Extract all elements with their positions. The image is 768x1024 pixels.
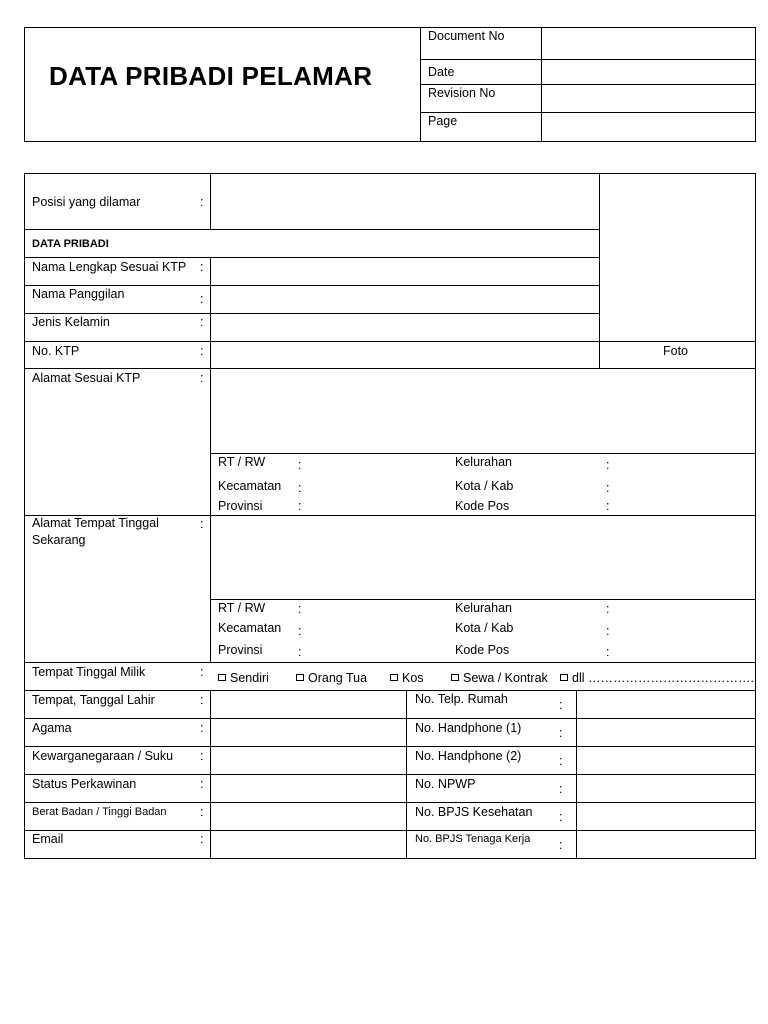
colon: :: [298, 624, 302, 638]
photo-label: Foto: [663, 344, 689, 358]
agama-field[interactable]: [211, 719, 406, 746]
rt-rw-label: RT / RW: [218, 601, 266, 615]
colon: :: [606, 458, 610, 472]
option-sewa-kontrak[interactable]: [451, 671, 548, 685]
handphone-1-field[interactable]: [577, 719, 755, 746]
row-line: [24, 229, 599, 230]
provinsi-label: Provinsi: [218, 499, 263, 513]
colon: :: [200, 371, 204, 385]
ttl-field[interactable]: [211, 691, 406, 718]
colon: :: [606, 499, 610, 513]
colon: :: [559, 726, 563, 740]
bpjs-tenaga-kerja-label: No. BPJS Tenaga Kerja: [415, 833, 531, 845]
option-sendiri-label: Sendiri: [230, 671, 269, 685]
berat-tinggi-label: Berat Badan / Tinggi Badan: [32, 806, 167, 818]
colon: :: [200, 195, 204, 209]
row-line: [210, 453, 756, 454]
colon: :: [559, 698, 563, 712]
provinsi-label: Provinsi: [218, 643, 263, 657]
colon: :: [298, 602, 302, 616]
colon: :: [298, 481, 302, 495]
email-label: Email: [32, 832, 64, 846]
posisi-label: Posisi yang dilamar: [32, 195, 141, 209]
kode-pos-label: Kode Pos: [455, 499, 510, 513]
section-heading-data-pribadi: DATA PRIBADI: [32, 238, 109, 250]
bpjs-kesehatan-label: No. BPJS Kesehatan: [415, 805, 533, 819]
row-line: [24, 662, 756, 663]
telp-rumah-field[interactable]: [577, 691, 755, 718]
checkbox-icon[interactable]: [390, 674, 398, 681]
colon: :: [200, 721, 204, 735]
rt-rw-label: RT / RW: [218, 455, 266, 469]
kelurahan-label: Kelurahan: [455, 455, 512, 469]
kota-kab-label: Kota / Kab: [455, 621, 514, 635]
colon: :: [559, 782, 563, 796]
colon: :: [200, 805, 204, 819]
ttl-label: Tempat, Tanggal Lahir: [32, 693, 155, 707]
colon: :: [298, 458, 302, 472]
colon: :: [200, 315, 204, 329]
colon: :: [200, 517, 204, 531]
colon: :: [298, 645, 302, 659]
alamat-tinggal-label-line2: Sekarang: [32, 533, 86, 547]
option-kos[interactable]: [390, 671, 424, 685]
colon: :: [200, 292, 204, 306]
page-title: DATA PRIBADI PELAMAR: [49, 61, 373, 91]
handphone-2-field[interactable]: [577, 747, 755, 774]
bpjs-tenaga-kerja-field[interactable]: [577, 831, 755, 858]
alamat-ktp-label: Alamat Sesuai KTP: [32, 371, 141, 385]
colon: :: [559, 754, 563, 768]
colon: :: [200, 665, 204, 679]
option-sewa-kontrak-label: Sewa / Kontrak: [463, 671, 548, 685]
option-orang-tua[interactable]: [296, 671, 367, 685]
colon: :: [200, 344, 204, 358]
colon: :: [200, 260, 204, 274]
colon: :: [606, 481, 610, 495]
kecamatan-label: Kecamatan: [218, 479, 282, 493]
page-label: Page: [428, 114, 458, 128]
colon: :: [606, 645, 610, 659]
posisi-field[interactable]: [211, 174, 598, 229]
kota-kab-label: Kota / Kab: [455, 479, 514, 493]
checkbox-icon[interactable]: [560, 674, 568, 681]
col-line: [406, 690, 407, 859]
option-sendiri[interactable]: [218, 671, 269, 685]
colon: :: [200, 749, 204, 763]
handphone-2-label: No. Handphone (2): [415, 749, 522, 763]
alamat-ktp-field[interactable]: [211, 369, 755, 453]
photo-box[interactable]: [600, 174, 755, 341]
date-label: Date: [428, 65, 455, 79]
berat-tinggi-field[interactable]: [211, 803, 406, 830]
revision-no-label: Revision No: [428, 86, 496, 100]
revision-no-field[interactable]: [542, 85, 755, 112]
option-orang-tua-label: Orang Tua: [308, 671, 368, 685]
nama-panggilan-label: Nama Panggilan: [32, 287, 125, 301]
document-no-label: Document No: [428, 29, 505, 43]
alamat-tinggal-field[interactable]: [211, 516, 755, 599]
checkbox-icon[interactable]: [218, 674, 226, 681]
kelurahan-label: Kelurahan: [455, 601, 512, 615]
agama-label: Agama: [32, 721, 72, 735]
jenis-kelamin-label: Jenis Kelamin: [32, 315, 110, 329]
colon: :: [298, 499, 302, 513]
date-field[interactable]: [542, 60, 755, 84]
colon: :: [606, 624, 610, 638]
kecamatan-label: Kecamatan: [218, 621, 282, 635]
colon: :: [200, 693, 204, 707]
option-dll[interactable]: [560, 671, 754, 685]
alamat-tinggal-label: Alamat Tempat Tinggal: [32, 516, 159, 530]
checkbox-icon[interactable]: [451, 674, 459, 681]
no-ktp-label: No. KTP: [32, 344, 80, 358]
no-ktp-field[interactable]: [211, 342, 598, 368]
kode-pos-label: Kode Pos: [455, 643, 510, 657]
colon: :: [200, 777, 204, 791]
document-no-field[interactable]: [542, 28, 755, 59]
option-dll-label: dll ………………………………….: [572, 671, 754, 685]
kewarganegaraan-field[interactable]: [211, 747, 406, 774]
handphone-1-label: No. Handphone (1): [415, 721, 522, 735]
nama-lengkap-field[interactable]: [211, 258, 598, 285]
nama-lengkap-label: Nama Lengkap Sesuai KTP: [32, 260, 187, 274]
option-kos-label: Kos: [402, 671, 424, 685]
colon: :: [606, 602, 610, 616]
telp-rumah-label: No. Telp. Rumah: [415, 692, 508, 706]
colon: :: [559, 838, 563, 852]
checkbox-icon[interactable]: [296, 674, 304, 681]
jenis-kelamin-field[interactable]: [211, 314, 598, 341]
status-perkawinan-field[interactable]: [211, 775, 406, 802]
npwp-field[interactable]: [577, 775, 755, 802]
row-line: [210, 599, 756, 600]
status-perkawinan-label: Status Perkawinan: [32, 777, 137, 791]
email-field[interactable]: [211, 831, 406, 858]
tempat-tinggal-milik-label: Tempat Tinggal Milik: [32, 665, 146, 679]
bpjs-kesehatan-field[interactable]: [577, 803, 755, 830]
kewarganegaraan-label: Kewarganegaraan / Suku: [32, 749, 174, 763]
nama-panggilan-field[interactable]: [211, 286, 598, 313]
page-field[interactable]: [542, 113, 755, 141]
colon: :: [200, 832, 204, 846]
npwp-label: No. NPWP: [415, 777, 476, 791]
colon: :: [559, 810, 563, 824]
